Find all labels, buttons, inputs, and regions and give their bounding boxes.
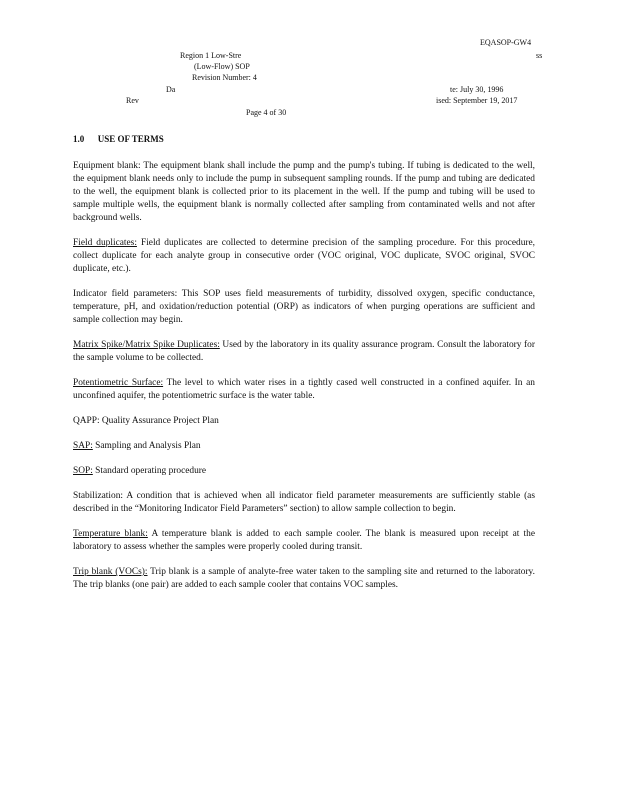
- definition-paragraph: [73, 440, 535, 453]
- revised-value: ised: September 19, 2017: [436, 96, 518, 105]
- definition-text: Used by the laboratory in its quality assurance program. Consult the laboratory for the sample volume to be collected.: [73, 340, 535, 363]
- definition-paragraph: [73, 465, 535, 478]
- definition-term: Trip blank (VOCs):: [73, 567, 148, 577]
- definition-paragraph: [73, 415, 535, 428]
- definition-paragraph: [73, 160, 535, 225]
- date-value: te: July 30, 1996: [450, 85, 504, 94]
- definition-paragraph: [73, 528, 535, 554]
- doc-id: EQASOP-GW4: [480, 38, 532, 47]
- definition-paragraph: [73, 339, 535, 365]
- definition-term: Matrix Spike/Matrix Spike Duplicates:: [73, 340, 220, 350]
- page-number: Page 4 of 30: [246, 108, 287, 117]
- header-line-2: (Low-Flow) SOP: [194, 62, 250, 71]
- definition-term: SAP:: [73, 441, 93, 451]
- definition-text: Indicator field parameters: This SOP uses field measurements of turbidity, dissolved oxygen, specific conductance, temperature, pH, and oxidation/reduction potential (ORP) as indicators of when purging operations are sufficient and sample collection may begin.: [73, 289, 535, 325]
- definition-paragraph: [73, 566, 535, 592]
- definition-text: QAPP: Quality Assurance Project Plan: [73, 416, 219, 426]
- section-title: 1.0 USE OF TERMS: [73, 134, 164, 144]
- definition-text: Equipment blank: The equipment blank shall include the pump and the pump's tubing. If tubing is dedicated to the well, the equipment blank needs only to include the pump in subsequent sampling rounds. If the pump and tubing are dedicated to the well, the equipment blank is collected prior to its placement in the well. If the pump and tubing will be used to sample multiple wells, the equipment blank is normally collected after sampling from contaminated wells and not after background wells.: [73, 161, 535, 223]
- definition-text: Stabilization: A condition that is achieved when all indicator field parameter measurements are sufficiently stable (as described in the “Monitoring Indicator Field Parameters” section) to allow sample collection to begin.: [73, 491, 535, 514]
- definition-term: Potentiometric Surface:: [73, 378, 164, 388]
- header-line-3: Revision Number: 4: [192, 73, 257, 82]
- definition-paragraph: [73, 237, 535, 276]
- date-label-left: Da: [166, 85, 176, 94]
- definition-paragraph: [73, 377, 535, 403]
- definition-term: Temperature blank:: [73, 529, 148, 539]
- definition-term: Field duplicates:: [73, 238, 137, 248]
- definition-term: SOP:: [73, 466, 93, 476]
- definition-text: Field duplicates are collected to determine precision of the sampling procedure. For this procedure, collect duplicate for each analyte group in consecutive order (VOC original, VOC duplicate, SVOC original, SVOC duplicate, etc.).: [73, 238, 536, 274]
- definition-text: Standard operating procedure: [92, 466, 207, 476]
- revised-label-left: Rev: [126, 96, 139, 105]
- definition-text: A temperature blank is added to each sample cooler. The blank is measured upon receipt at the laboratory to assess whether the samples were properly cooled during transit.: [73, 529, 535, 552]
- definition-text: Trip blank is a sample of analyte-free water taken to the sampling site and returned to the laboratory. The trip blanks (one pair) are added to each sample cooler that contains VOC samples.: [73, 567, 535, 590]
- definition-paragraph: [73, 288, 535, 327]
- definition-paragraph: [73, 490, 535, 516]
- header-line-1-end: ss: [536, 51, 543, 60]
- header-line-1: Region 1 Low-Stre: [180, 51, 242, 60]
- definitions-list: [73, 160, 535, 604]
- definition-text: The level to which water rises in a tightly cased well constructed in a confined aquifer. In an unconfined aquifer, the potentiometric surface is the water table.: [73, 378, 535, 401]
- definition-text: Sampling and Analysis Plan: [92, 441, 201, 451]
